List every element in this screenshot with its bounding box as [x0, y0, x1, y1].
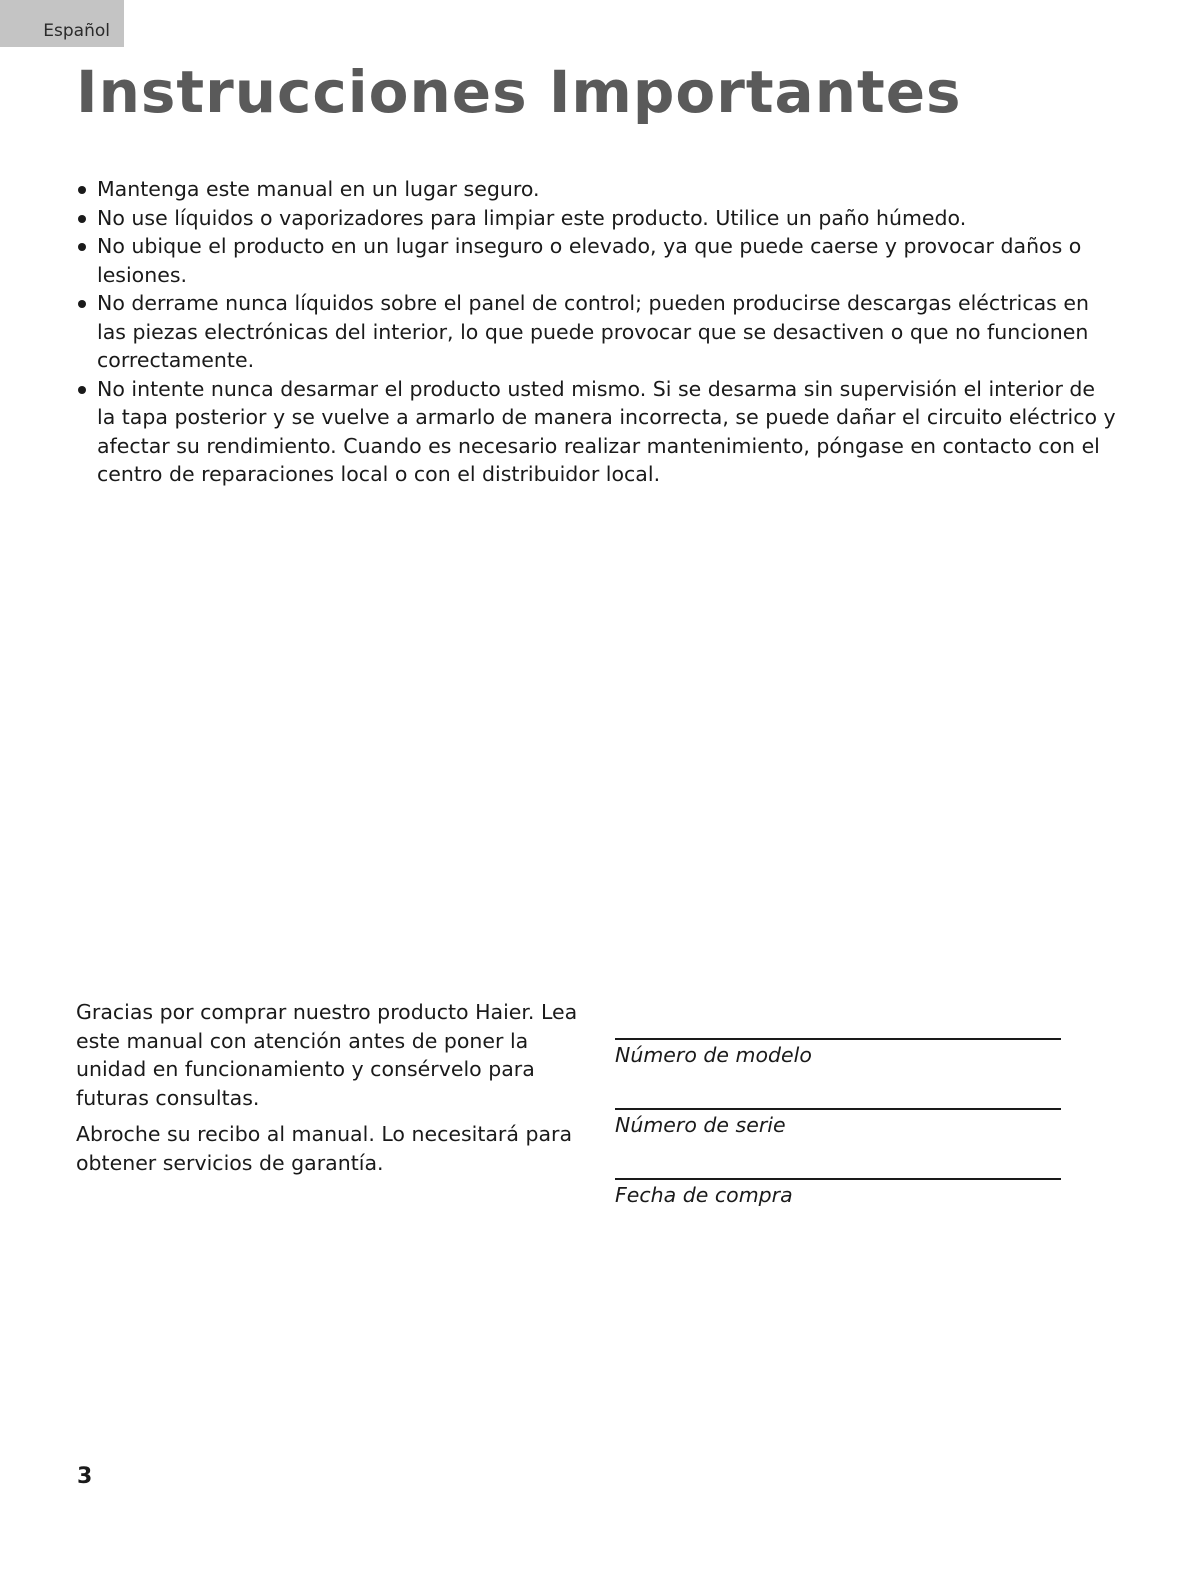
serial-number-label: Número de serie: [615, 1113, 786, 1137]
list-item-text: No ubique el producto en un lugar inseguro o elevado, ya que puede caerse y provocar daños o lesiones.: [97, 234, 1082, 287]
language-tab-label: Español: [43, 21, 110, 41]
safety-instructions-list: [76, 175, 1116, 489]
list-item-text: Mantenga este manual en un lugar seguro.: [97, 177, 540, 201]
list-item: [76, 289, 1116, 375]
serial-number-field[interactable]: [615, 1108, 1061, 1176]
list-item-text: No derrame nunca líquidos sobre el panel de control; pueden producirse descargas eléctricas en las piezas electrónicas del interior, lo que puede provocar que se desactiven o que no funcionen correctamente.: [97, 291, 1089, 372]
bullet-icon: [78, 243, 86, 251]
thank-you-paragraph: Gracias por comprar nuestro producto Haier. Lea este manual con atención antes de poner la unidad en funcionamiento y consérvelo para futuras consultas.: [76, 1000, 578, 1110]
bullet-icon: [78, 386, 86, 394]
list-item: [76, 175, 1116, 204]
bullet-icon: [78, 215, 86, 223]
list-item: [76, 232, 1116, 289]
list-item: [76, 204, 1116, 233]
bullet-icon: [78, 300, 86, 308]
purchase-date-label: Fecha de compra: [615, 1183, 793, 1207]
thank-you-note: [76, 998, 596, 1185]
list-item: [76, 375, 1116, 489]
model-number-label: Número de modelo: [615, 1043, 812, 1067]
language-tab: [0, 0, 124, 47]
page-title: Instrucciones Importantes: [76, 58, 962, 126]
page-number: 3: [77, 1464, 93, 1489]
product-record-form: [615, 1038, 1061, 1248]
list-item-text: No intente nunca desarmar el producto usted mismo. Si se desarma sin supervisión el interior de la tapa posterior y se vuelve a armarlo de manera incorrecta, se puede dañar el circuito eléctrico y afectar su rendimiento. Cuando es necesario realizar mantenimiento, póngase en contacto con el centro de reparaciones local o con el distribuidor local.: [97, 376, 1116, 486]
bullet-icon: [78, 186, 86, 194]
list-item-text: No use líquidos o vaporizadores para limpiar este producto. Utilice un paño húmedo.: [97, 205, 967, 230]
model-number-field[interactable]: [615, 1038, 1061, 1106]
purchase-date-field[interactable]: [615, 1178, 1061, 1246]
receipt-paragraph: Abroche su recibo al manual. Lo necesitará para obtener servicios de garantía.: [76, 1122, 573, 1175]
